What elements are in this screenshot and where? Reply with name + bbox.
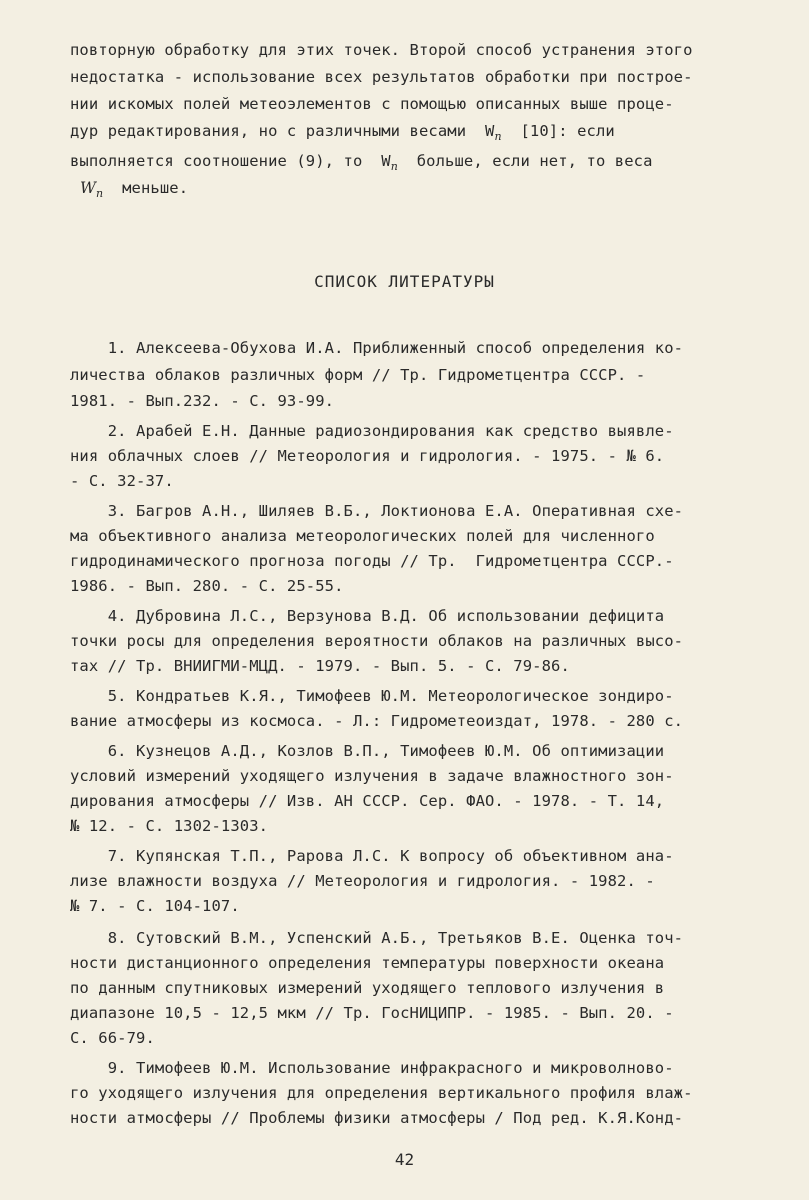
reference-3-line-1: 3. Багров А.Н., Шиляев В.Б., Локтионова Е.А. Оперативная схе- [70, 502, 684, 520]
reference-5-line-1: 5. Кондратьев К.Я., Тимофеев Ю.М. Метеорологическое зондиро- [70, 687, 674, 705]
reference-5-line-2: вание атмосферы из космоса. - Л.: Гидрометеоиздат, 1978. - 280 с. [70, 712, 684, 730]
intro-line-5-text: выполняется соотношение (9), то W [70, 152, 391, 170]
reference-9-line-3: ности атмосферы // Проблемы физики атмосферы / Под ред. К.Я.Конд- [70, 1109, 684, 1127]
reference-7-line-2: лизе влажности воздуха // Метеорология и гидрология. - 1982. - [70, 872, 655, 890]
intro-line-6-tail: меньше. [103, 179, 189, 197]
reference-4-line-1: 4. Дубровина Л.С., Верзунова В.Д. Об использовании дефицита [70, 607, 665, 625]
reference-3-line-2: ма объективного анализа метеорологических полей для численного [70, 527, 655, 545]
reference-1-line-1: 1. Алексеева-Обухова И.А. Приближенный способ определения ко- [70, 339, 684, 357]
reference-8-line-4: диапазоне 10,5 - 12,5 мкм // Тр. ГосНИЦИПР. - 1985. - Вып. 20. - [70, 1004, 674, 1022]
reference-2-line-3: - С. 32-37. [70, 472, 174, 490]
reference-4-line-3: тах // Тр. ВНИИГМИ-МЦД. - 1979. - Вып. 5. - С. 79-86. [70, 657, 570, 675]
intro-line-3: нии искомых полей метеоэлементов с помощью описанных выше проце- [70, 95, 674, 113]
reference-1-line-2: личества облаков различных форм // Тр. Гидрометцентра СССР. - [70, 366, 646, 384]
reference-3-line-4: 1986. - Вып. 280. - С. 25-55. [70, 577, 344, 595]
reference-3-line-3: гидродинамического прогноза погоды // Тр. Гидрометцентра СССР.- [70, 552, 674, 570]
reference-8-line-2: ности дистанционного определения температуры поверхности океана [70, 954, 665, 972]
intro-line-5 [70, 151, 653, 177]
reference-7-line-3: № 7. - С. 104-107. [70, 897, 240, 915]
section-title: СПИСОК ЛИТЕРАТУРЫ [314, 272, 495, 291]
weight-subscript: n [390, 160, 398, 174]
reference-6-line-2: условий измерений уходящего излучения в задаче влажностного зон- [70, 767, 674, 785]
reference-7-line-1: 7. Купянская Т.П., Рарова Л.С. К вопросу об объективном ана- [70, 847, 674, 865]
reference-9-line-1: 9. Тимофеев Ю.М. Использование инфракрасного и микроволново- [70, 1059, 674, 1077]
intro-line-4-tail: [10]: если [501, 122, 615, 140]
intro-line-6 [80, 178, 188, 204]
reference-6-line-3: дирования атмосферы // Изв. АН СССР. Сер. ФАО. - 1978. - Т. 14, [70, 792, 665, 810]
reference-1-line-3: 1981. - Вып.232. - С. 93-99. [70, 392, 335, 410]
weight-subscript: n [494, 130, 502, 144]
reference-2-line-2: ния облачных слоев // Метеорология и гидрология. - 1975. - № 6. [70, 447, 665, 465]
reference-8-line-5: С. 66-79. [70, 1029, 155, 1047]
reference-8-line-3: по данным спутниковых измерений уходящего теплового излучения в [70, 979, 665, 997]
reference-6-line-1: 6. Кузнецов А.Д., Козлов В.П., Тимофеев Ю.М. Об оптимизации [70, 742, 665, 760]
intro-line-5-tail: больше, если нет, то веса [397, 152, 653, 170]
reference-9-line-2: го уходящего излучения для определения вертикального профиля влаж- [70, 1084, 693, 1102]
reference-8-line-1: 8. Сутовский В.М., Успенский А.Б., Третьяков В.Е. Оценка точ- [70, 929, 684, 947]
intro-line-1: повторную обработку для этих точек. Второй способ устранения этого [70, 41, 693, 59]
intro-line-2: недостатка - использование всех результатов обработки при построе- [70, 68, 693, 86]
reference-4-line-2: точки росы для определения вероятности облаков на различных высо- [70, 632, 684, 650]
intro-line-4-text: дур редактирования, но с различными весами W [70, 122, 495, 140]
reference-6-line-4: № 12. - С. 1302-1303. [70, 817, 269, 835]
intro-line-6-text: W [80, 179, 97, 197]
page-number: 42 [394, 1150, 415, 1169]
weight-subscript: n [96, 187, 104, 201]
intro-line-4 [70, 121, 615, 147]
reference-2-line-1: 2. Арабей Е.Н. Данные радиозондирования как средство выявле- [70, 422, 674, 440]
